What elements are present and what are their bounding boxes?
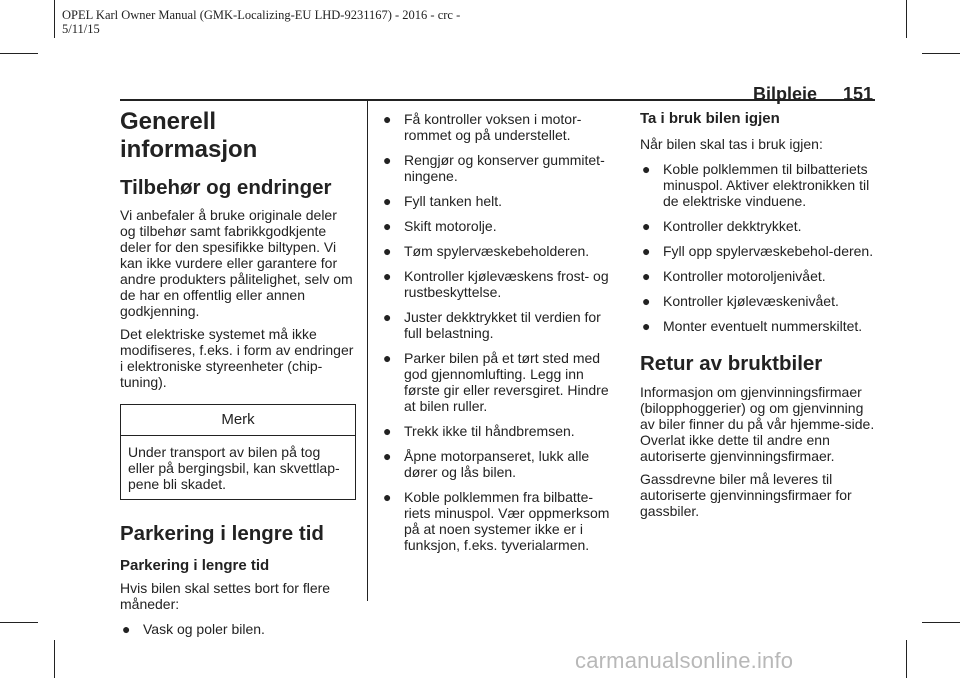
paragraph-long-parking: Hvis bilen skal settes bort for flere måneder: — [120, 580, 331, 612]
paragraph-return-2: Gassdrevne biler må leveres til autoriserte gjenvinningsfirmaer for gassbiler. — [640, 471, 852, 519]
list-item-text: Kontroller kjølevæskenivået. — [663, 293, 839, 309]
bullet-icon: ● — [383, 350, 392, 366]
bullet-icon: ● — [122, 621, 131, 637]
bullet-icon: ● — [642, 218, 651, 234]
print-metadata-line1: OPEL Karl Owner Manual (GMK-Localizing-EU LHD-9231167) - 2016 - crc - — [62, 8, 461, 22]
paragraph-return-1: Informasjon om gjenvinningsfirmaer (bilopphoggerier) og om gjenvinning av biler finner du på vår hjemme-side. Overlat ikke dette til andre enn autoriserte gjenvinningsfirmaer. — [640, 384, 875, 464]
crop-mark — [0, 622, 38, 623]
list-item — [381, 423, 617, 439]
bullet-icon: ● — [642, 293, 651, 309]
list-item — [640, 268, 876, 284]
column-3 — [640, 110, 876, 519]
running-header-section: Bilpleie — [752, 84, 817, 104]
heading-general-info: Generell informasjon — [120, 108, 258, 163]
list-item — [640, 293, 876, 309]
crop-mark — [54, 0, 55, 38]
crop-mark — [922, 622, 960, 623]
bullet-icon: ● — [642, 161, 651, 177]
list-item-text: Rengjør og konserver gummitet-ningene. — [404, 152, 605, 184]
bullet-icon: ● — [383, 448, 392, 464]
bullet-icon: ● — [642, 268, 651, 284]
column-1 — [120, 106, 356, 637]
heading-long-parking: Parkering i lengre tid — [120, 522, 324, 545]
list-item — [381, 111, 617, 143]
bullet-icon: ● — [383, 243, 392, 259]
list-item-text: Kontroller motoroljenivået. — [663, 268, 826, 284]
bullet-icon: ● — [383, 111, 392, 127]
bullet-icon: ● — [383, 309, 392, 325]
note-box — [120, 404, 356, 500]
list-item — [381, 218, 617, 234]
list-item-text: Koble polklemmen fra bilbatte-riets minuspol. Vær oppmerksom på at noen systemer ikke er i funksjon, f.eks. tyverialarmen. — [404, 489, 610, 553]
page-number: 151 — [842, 84, 873, 104]
bullet-icon: ● — [642, 318, 651, 334]
note-title: Merk — [121, 405, 355, 436]
list-item-text: Tøm spylervæskebeholderen. — [404, 243, 590, 259]
bullet-icon: ● — [642, 243, 651, 259]
bullet-icon: ● — [383, 152, 392, 168]
list-item — [381, 152, 617, 184]
paragraph-accessories: Vi anbefaler å bruke originale deler og tilbehør samt fabrikkgodkjente deler for den spesifikke biltypen. Vi kan ikke vurdere eller garantere for andre produkters pålitelighet, selv om de har en offentlig eller annen godkjenning. — [120, 207, 353, 319]
list-item — [381, 448, 617, 480]
list-item-text: Vask og poler bilen. — [143, 621, 265, 637]
list-item-text: Koble polklemmen til bilbatteriets minuspol. Aktiver elektronikken til de elektriske vinduene. — [663, 161, 870, 209]
list-item-text: Fyll opp spylervæskebehol-deren. — [663, 243, 874, 259]
heading-accessories: Tilbehør og endringer — [120, 176, 332, 199]
list-item-text: Åpne motorpanseret, lukk alle dører og lås bilen. — [404, 448, 590, 480]
crop-mark — [54, 640, 55, 678]
list-item-text: Juster dekktrykket til verdien for full belastning. — [404, 309, 601, 341]
heading-return-used-cars: Retur av bruktbiler — [640, 352, 823, 375]
crop-mark — [906, 640, 907, 678]
print-metadata-line2: 5/11/15 — [62, 22, 100, 36]
paragraph-recommission: Når bilen skal tas i bruk igjen: — [640, 136, 823, 152]
list-item-text: Få kontroller voksen i motor-rommet og på understellet. — [404, 111, 582, 143]
list-item — [640, 218, 876, 234]
bullet-icon: ● — [383, 193, 392, 209]
list-item — [381, 309, 617, 341]
list-item-text: Kontroller dekktrykket. — [663, 218, 802, 234]
subheading-long-parking: Parkering i lengre tid — [120, 557, 270, 574]
list-item — [120, 621, 356, 637]
list-item — [381, 243, 617, 259]
crop-mark — [906, 0, 907, 38]
print-metadata — [62, 8, 460, 36]
list-item — [640, 318, 876, 334]
list-item — [381, 489, 617, 553]
list-item-text: Skift motorolje. — [404, 218, 497, 234]
list-item — [640, 161, 876, 209]
column-divider — [367, 101, 368, 601]
list-item — [381, 268, 617, 300]
note-body: Under transport av bilen på tog eller på bergingsbil, kan skvettlap-pene bli skadet. — [128, 444, 340, 492]
heading-recommission: Ta i bruk bilen igjen — [640, 110, 780, 127]
list-item-text: Trekk ikke til håndbremsen. — [404, 423, 575, 439]
list-item — [381, 193, 617, 209]
bullet-icon: ● — [383, 268, 392, 284]
list-item-text: Parker bilen på et tørt sted med god gjennomlufting. Legg inn første gir eller reversgiret. Hindre at bilen ruller. — [404, 350, 609, 414]
list-item — [640, 243, 876, 259]
bullet-icon: ● — [383, 489, 392, 505]
crop-mark — [922, 53, 960, 54]
crop-mark — [0, 53, 38, 54]
column-2 — [381, 111, 617, 553]
watermark: carmanualsonline.info — [575, 648, 794, 673]
bullet-icon: ● — [383, 218, 392, 234]
header-rule — [120, 99, 875, 101]
list-item — [381, 350, 617, 414]
list-item-text: Monter eventuelt nummerskiltet. — [663, 318, 863, 334]
list-item-text: Kontroller kjølevæskens frost- og rustbeskyttelse. — [404, 268, 609, 300]
list-item-text: Fyll tanken helt. — [404, 193, 503, 209]
bullet-icon: ● — [383, 423, 392, 439]
paragraph-electrical: Det elektriske systemet må ikke modifiseres, f.eks. i form av endringer i elektroniske styreenheter (chip-tuning). — [120, 326, 354, 390]
